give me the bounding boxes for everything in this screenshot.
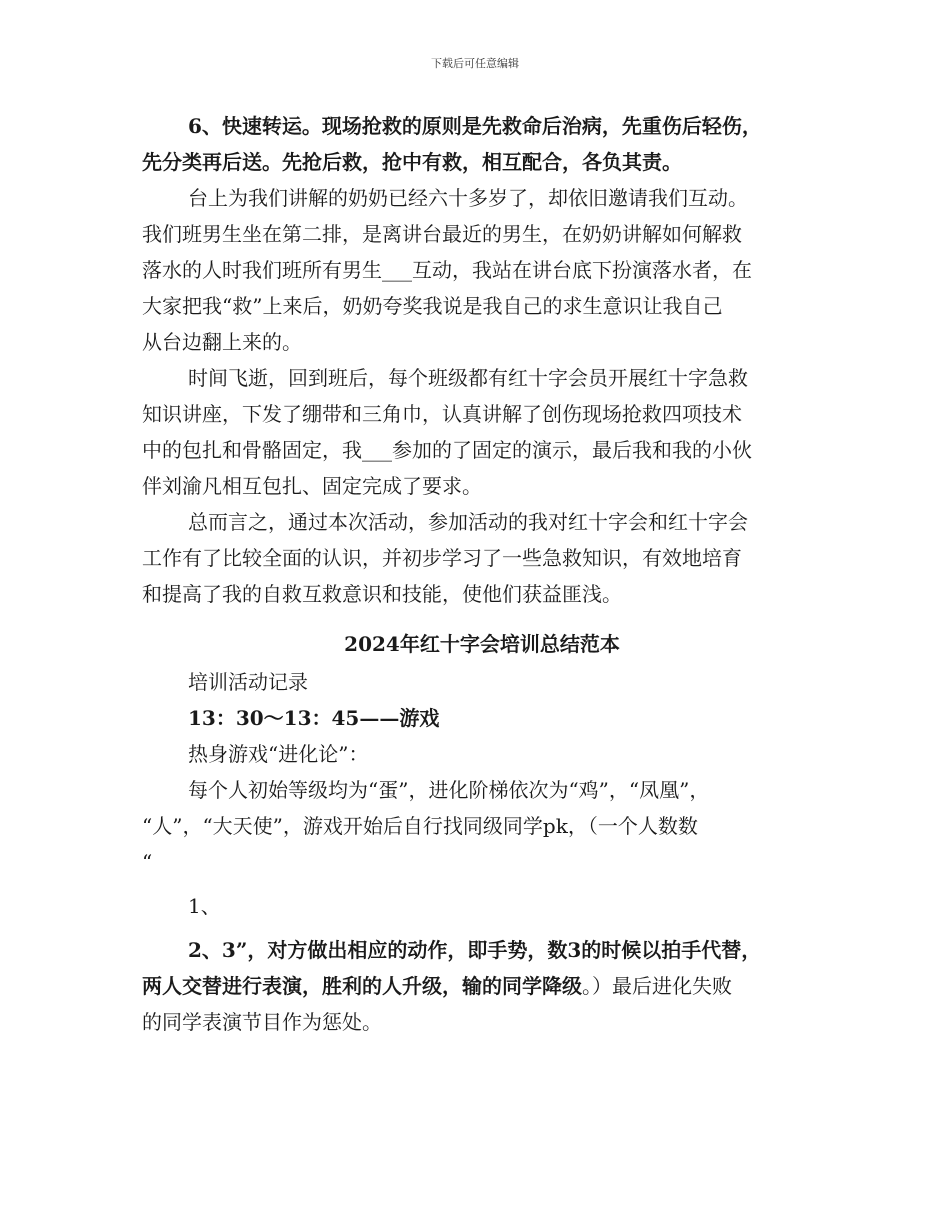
paragraph-line: 先分类再后送。先抢后救，抢中有救，相互配合，各负其责。 bbox=[142, 150, 682, 174]
paragraph-line: 知识讲座，下发了绷带和三角巾，认真讲解了创伤现场抢救四项技术 bbox=[142, 402, 742, 426]
paragraph-line: 伴刘渝凡相互包扎、固定完成了要求。 bbox=[142, 474, 482, 498]
paragraph-line: 2、3”，对方做出相应的动作，即手势，数3的时候以拍手代替， bbox=[188, 938, 762, 962]
section-title: 2024年红十字会培训总结范本 bbox=[344, 632, 620, 656]
paragraph-line bbox=[142, 968, 822, 1004]
paragraph-line: 培训活动记录 bbox=[188, 670, 308, 694]
paragraph-line: 的同学表演节目作为惩处。 bbox=[142, 1010, 382, 1034]
document-body bbox=[142, 108, 822, 1040]
paragraph-line: 时间飞逝，回到班后，每个班级都有红十字会员开展红十字急救 bbox=[188, 366, 748, 390]
paragraph-line: 13：30～13：45——游戏 bbox=[188, 706, 440, 730]
paragraph-line: 6、快速转运。现场抢救的原则是先救命后治病，先重伤后轻伤， bbox=[188, 114, 762, 138]
paragraph-line: “人”，“大天使”，游戏开始后自行找同级同学pk，（一个人数数 bbox=[142, 814, 698, 838]
paragraph-line: 大家把我“救”上来后，奶奶夸奖我说是我自己的求生意识让我自己 bbox=[142, 294, 723, 318]
bold-run: 两人交替进行表演，胜利的人升级，输的同学降级 bbox=[142, 974, 582, 998]
paragraph-line: 台上为我们讲解的奶奶已经六十多岁了，却依旧邀请我们互动。 bbox=[188, 186, 748, 210]
paragraph-line: 工作有了比较全面的认识，并初步学习了一些急救知识，有效地培育 bbox=[142, 546, 742, 570]
paragraph-line: 中的包扎和骨骼固定，我___参加的了固定的演示，最后我和我的小伙 bbox=[142, 438, 752, 462]
paragraph-line: 总而言之，通过本次活动，参加活动的我对红十字会和红十字会 bbox=[188, 510, 748, 534]
paragraph-line: 热身游戏“进化论”： bbox=[188, 742, 369, 766]
paragraph-line: 落水的人时我们班所有男生___互动，我站在讲台底下扮演落水者，在 bbox=[142, 258, 752, 282]
paragraph-line: 1、 bbox=[188, 894, 221, 918]
paragraph-line: “ bbox=[142, 850, 153, 874]
paragraph-line: 每个人初始等级均为“蛋”，进化阶梯依次为“鸡”，“凤凰”， bbox=[188, 778, 710, 802]
paragraph-line: 和提高了我的自救互救意识和技能，使他们获益匪浅。 bbox=[142, 582, 622, 606]
paragraph-line: 我们班男生坐在第二排，是离讲台最近的男生，在奶奶讲解如何解救 bbox=[142, 222, 742, 246]
page-header: 下载后可任意编辑 bbox=[431, 57, 519, 70]
normal-run: 。）最后进化失败 bbox=[582, 974, 732, 998]
paragraph-line: 从台边翻上来的。 bbox=[142, 330, 302, 354]
